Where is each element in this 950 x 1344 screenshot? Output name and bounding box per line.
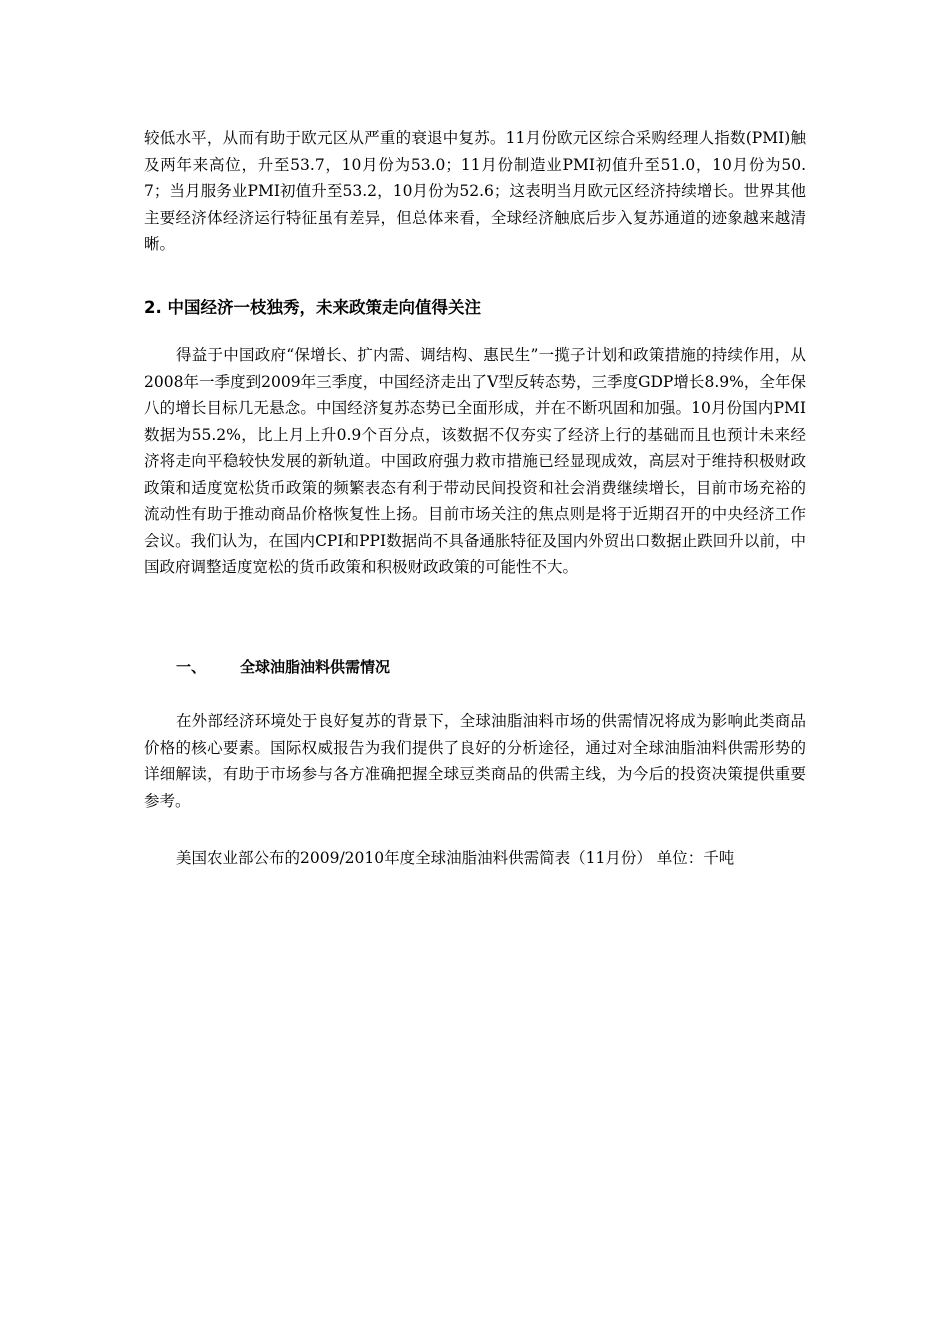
paragraph-china-economy: 得益于中国政府“保增长、扩内需、调结构、惠民生”一揽子计划和政策措施的持续作用，从2008年一季度到2009年三季度，中国经济走出了V型反转态势，三季度GDP增长8.9%，全年保八的增长目标几无悬念。中国经济复苏态势已全面形成，并在不断巩固和加强。10月份国内PMI数据为55.2%，比上月上升0.9个百分点，该数据不仅夯实了经济上行的基础而且也预计未来经济将走向平稳较快发展的新轨道。中国政府强力救市措施已经显现成效，高层对于维持积极财政政策和适度宽松货币政策的频繁表态有利于带动民间投资和社会消费继续增长，目前市场充裕的流动性有助于推动商品价格恢复性上扬。目前市场关注的焦点则是将于近期召开的中央经济工作会议。我们认为，在国内CPI和PPI数据尚不具备通胀特征及国内外贸出口数据止跌回升以前，中国政府调整适度宽松的货币政策和积极财政政策的可能性不大。 — [144, 346, 806, 576]
section-heading-china-economy: 2. 中国经济一枝独秀，未来政策走向值得关注 — [144, 298, 481, 317]
section-heading-global-oilseed — [144, 656, 390, 678]
paragraph-oilseed-supply: 在外部经济环境处于良好复苏的背景下，全球油脂油料市场的供需情况将成为影响此类商品价格的核心要素。国际权威报告为我们提供了良好的分析途径，通过对全球油脂油料供需形势的详细解读，有助于市场参与各方准确把握全球豆类商品的供需主线，为今后的投资决策提供重要参考。 — [144, 712, 806, 810]
paragraph-eurozone-pmi: 较低水平，从而有助于欧元区从严重的衰退中复苏。11月份欧元区综合采购经理人指数(PMI)触及两年来高位，升至53.7，10月份为53.0；11月份制造业PMI初值升至51.0，10月份为50.7；当月服务业PMI初值升至53.2，10月份为52.6；这表明当月欧元区经济持续增长。世界其他主要经济体经济运行特征虽有差异，但总体来看，全球经济触底后步入复苏通道的迹象越来越清晰。 — [144, 129, 806, 253]
section-title: 全球油脂油料供需情况 — [240, 658, 391, 676]
section-number: 一、 — [176, 658, 207, 676]
table-caption: 美国农业部公布的2009/2010年度全球油脂油料供需简表（11月份） 单位：千吨 — [176, 849, 735, 867]
